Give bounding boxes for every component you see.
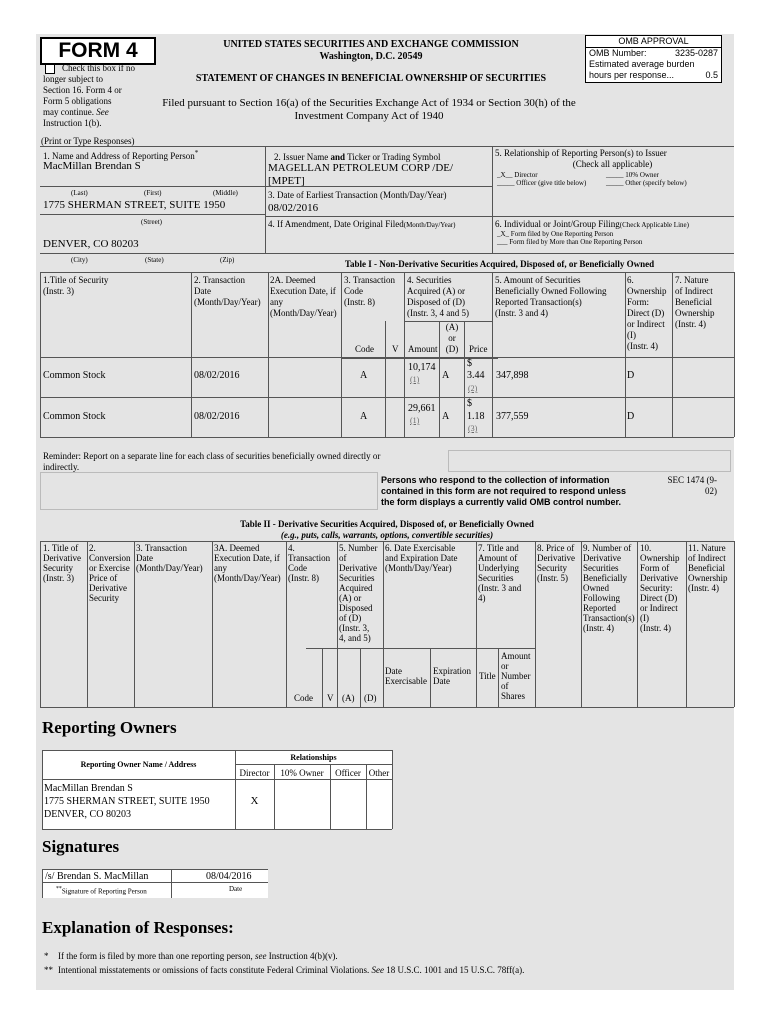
t2-h4-line: 4. bbox=[288, 543, 295, 553]
t2-h9-line: 9. Number of bbox=[583, 543, 632, 553]
t2-h10-line: (Instr. 4) bbox=[640, 623, 671, 633]
t2-h7 bbox=[478, 543, 521, 603]
t1-sub-aord-text: (A) bbox=[445, 322, 459, 332]
reporting-person-street: 1775 SHERMAN STREET, SUITE 1950 bbox=[43, 199, 226, 211]
box5-label: 5. Relationship of Reporting Person(s) to Issuer bbox=[495, 148, 667, 158]
t2-h4 bbox=[288, 543, 330, 583]
t1-h4-text: Acquired (A) or bbox=[407, 286, 465, 296]
reminder-line: indirectly. bbox=[43, 462, 80, 472]
statement-title: STATEMENT OF CHANGES IN BENEFICIAL OWNERSHIP OF SECURITIES bbox=[195, 73, 547, 84]
t2-h1-line: Derivative bbox=[43, 553, 81, 563]
t2-h2-line: Price of bbox=[89, 573, 118, 583]
t2-h5-line: of bbox=[339, 553, 347, 563]
t2-h2 bbox=[89, 543, 131, 603]
form-page bbox=[36, 34, 734, 990]
owner-line: DENVER, CO 80203 bbox=[44, 809, 131, 820]
filed-pursuant bbox=[154, 97, 584, 123]
box2-label bbox=[274, 152, 441, 162]
t2-h5-line: Disposed bbox=[339, 603, 373, 613]
t2-h7-line: (Instr. 3 and bbox=[478, 583, 522, 593]
box2-label-post: Ticker or Trading Symbol bbox=[347, 152, 441, 162]
col-owner-name: Reporting Owner Name / Address bbox=[80, 760, 197, 769]
t2-h9-line: Following bbox=[583, 593, 621, 603]
t2-h2-line: or Exercise bbox=[89, 563, 130, 573]
officer-checkbox[interactable]: _____ Officer (give title below) bbox=[497, 179, 587, 187]
t2-h3a-line: Execution Date, if bbox=[214, 553, 280, 563]
signature-date: 08/04/2016 bbox=[206, 871, 252, 882]
t1-h6-text: (I) bbox=[627, 330, 636, 340]
t1-sub-code: Code bbox=[355, 344, 374, 354]
t2-sub-date-exercisable bbox=[385, 666, 427, 686]
t1-h3-text: (Instr. 8) bbox=[344, 297, 375, 307]
t2-h5-line: of (D) bbox=[339, 613, 362, 623]
explanation-heading: Explanation of Responses: bbox=[42, 918, 234, 937]
note-2-text: Intentional misstatements or omissions of facts constitute Federal Criminal Violations. bbox=[58, 965, 370, 975]
t1-h5-text: Beneficially Owned Following bbox=[495, 286, 607, 296]
t1-h4 bbox=[407, 275, 469, 319]
t2-h6-line: (Month/Day/Year) bbox=[385, 563, 452, 573]
date-label: Date bbox=[229, 885, 243, 893]
t2-h6 bbox=[385, 543, 457, 573]
signatures-heading: Signatures bbox=[42, 837, 120, 856]
first-label: (First) bbox=[144, 189, 162, 197]
issuer-name-line: MAGELLAN PETROLEUM CORP /DE/ bbox=[268, 162, 454, 174]
earliest-transaction-date: 08/02/2016 bbox=[268, 202, 319, 214]
t2-h7-line: 4) bbox=[478, 593, 486, 603]
t2-h10-line: or Indirect bbox=[640, 603, 678, 613]
t2-h3a bbox=[214, 543, 281, 583]
table2-title bbox=[40, 519, 734, 541]
signature-label-star: ** bbox=[56, 886, 62, 892]
table1-title: Table I - Non-Derivative Securities Acquired, Disposed of, or Beneficially Owned bbox=[344, 259, 655, 269]
filed-pursuant-line: Filed pursuant to Section 16(a) of the Securities Exchange Act of 1934 or Section 30(h) of the bbox=[162, 97, 576, 109]
t2-sub-title: Title bbox=[479, 671, 496, 681]
t1-h2-text: (Month/Day/Year) bbox=[194, 297, 261, 307]
row-owned: 377,559 bbox=[496, 411, 529, 422]
t1-h1-text: (Instr. 3) bbox=[43, 286, 74, 296]
t2-h2-line: 2. bbox=[89, 543, 96, 553]
t2-sub-line: Expiration bbox=[433, 666, 471, 676]
issuer-ticker: [MPET] bbox=[268, 175, 305, 187]
omb-number: 3235-0287 bbox=[674, 48, 718, 58]
t1-sub-amount: Amount bbox=[408, 344, 438, 354]
t2-h10-line: 10. bbox=[640, 543, 652, 553]
row-price-symbol: $ bbox=[467, 398, 472, 409]
t2-sub-line: or bbox=[501, 661, 509, 671]
box2-label-pre: 2. Issuer Name bbox=[274, 152, 329, 162]
t1-h3-text: 3. Transaction bbox=[344, 275, 396, 285]
t2-h4-line: (Instr. 8) bbox=[288, 573, 319, 583]
t2-h1-line: Security bbox=[43, 563, 73, 573]
t2-h10 bbox=[640, 543, 680, 633]
persons-line: Persons who respond to the collection of information bbox=[381, 475, 610, 485]
t2-h11-line: of Indirect bbox=[688, 553, 726, 563]
t2-h8-line: Derivative bbox=[537, 553, 575, 563]
row-title: Common Stock bbox=[43, 411, 106, 422]
checkbox-text: Form 5 obligations bbox=[43, 96, 112, 106]
t1-h6-text: Ownership bbox=[627, 286, 667, 296]
t2-sub-expiration bbox=[433, 666, 471, 686]
note-2-mark: ** bbox=[44, 965, 53, 975]
t2-h10-line: Derivative bbox=[640, 573, 678, 583]
row-form: D bbox=[627, 411, 635, 422]
box1-label-star: * bbox=[194, 149, 199, 157]
row-price-footnote[interactable]: (3) bbox=[468, 424, 478, 433]
col-director: Director bbox=[239, 768, 270, 778]
box2-label-and: and bbox=[330, 152, 345, 162]
owner-line: MacMillan Brendan S bbox=[44, 783, 133, 794]
t2-sub-line: Number bbox=[501, 671, 531, 681]
t2-sub-line: of bbox=[501, 681, 509, 691]
t2-h5-line: Securities bbox=[339, 573, 375, 583]
row-code: A bbox=[360, 370, 368, 381]
persons-line: the form displays a currently valid OMB control number. bbox=[381, 497, 622, 507]
checkbox-text: may continue. bbox=[43, 107, 94, 117]
box6-label bbox=[495, 219, 689, 229]
row-price: 1.18 bbox=[467, 411, 485, 422]
t2-h9-line: Reported bbox=[583, 603, 616, 613]
checkbox-text-see: See bbox=[96, 107, 109, 117]
t2-h6-line: and Expiration Date bbox=[385, 553, 458, 563]
reporting-person-name: MacMillan Brendan S bbox=[43, 160, 141, 172]
box6-label-small: (Check Applicable Line) bbox=[619, 221, 689, 229]
t1-h4-text: (Instr. 3, 4 and 5) bbox=[407, 308, 469, 318]
box4-label-small: (Month/Day/Year) bbox=[403, 221, 456, 229]
t2-h11-line: Ownership bbox=[688, 573, 728, 583]
row-aord: A bbox=[442, 370, 450, 381]
t2-h9-line: Derivative bbox=[583, 553, 621, 563]
issuer-name bbox=[268, 162, 453, 188]
checkbox-instructions-cont bbox=[43, 74, 153, 129]
t1-h4-text: 4. Securities bbox=[407, 275, 452, 285]
agency-name: UNITED STATES SECURITIES AND EXCHANGE COMMISSION bbox=[223, 39, 519, 50]
t1-h6 bbox=[627, 275, 667, 352]
row-price-footnote[interactable]: (2) bbox=[468, 384, 478, 393]
t2-sub-line: Amount bbox=[501, 651, 531, 661]
agency-city: Washington, D.C. 20549 bbox=[319, 51, 423, 62]
state-label: (State) bbox=[145, 256, 164, 264]
row-code: A bbox=[360, 411, 368, 422]
t2-h3-line: (Month/Day/Year) bbox=[136, 563, 203, 573]
t2-h5-line: (A) or bbox=[339, 593, 362, 603]
t2-h11-line: 11. Nature bbox=[688, 543, 726, 553]
t2-h11 bbox=[688, 543, 728, 593]
row-title: Common Stock bbox=[43, 370, 106, 381]
t2-h3a-line: (Month/Day/Year) bbox=[214, 573, 281, 583]
t2-h4-line: Code bbox=[288, 563, 307, 573]
row-amount: 29,661 bbox=[408, 403, 436, 414]
other-checkbox[interactable]: _____ Other (specify below) bbox=[606, 179, 687, 187]
signer-name: /s/ Brendan S. MacMillan bbox=[45, 871, 149, 882]
group-filer-option[interactable]: ___ Form filed by More than One Reporting Person bbox=[497, 238, 643, 246]
t2-sub-line: Date bbox=[433, 676, 450, 686]
omb-title: OMB APPROVAL bbox=[586, 36, 721, 48]
t1-h2-text: 2. Transaction bbox=[194, 275, 246, 285]
signature-label-text: Signature of Reporting Person bbox=[61, 887, 147, 896]
reminder-text bbox=[43, 451, 423, 473]
print-type-note: (Print or Type Responses) bbox=[41, 136, 135, 146]
t1-h7-text: (Instr. 4) bbox=[675, 319, 706, 329]
t2-sub-line: Shares bbox=[501, 691, 525, 701]
t2-h11-line: Beneficial bbox=[688, 563, 725, 573]
reminder-line: Reminder: Report on a separate line for each class of securities beneficially owned directly or bbox=[43, 451, 381, 461]
t1-h6-text: or Indirect bbox=[627, 319, 665, 329]
note-1-mark: * bbox=[44, 951, 49, 961]
t1-h6-text: Form: bbox=[627, 297, 650, 307]
row-price: 3.44 bbox=[467, 370, 485, 381]
owner-line: 1775 SHERMAN STREET, SUITE 1950 bbox=[44, 796, 210, 807]
signature-label bbox=[56, 886, 147, 895]
single-filer-option[interactable]: _X_ Form filed by One Reporting Person bbox=[497, 230, 614, 238]
checkbox-text: Check this box if no bbox=[62, 63, 135, 73]
t2-h9-line: Beneficially bbox=[583, 573, 627, 583]
box1-label-text: 1. Name and Address of Reporting Person bbox=[43, 151, 195, 161]
t1-sub-v: V bbox=[392, 344, 399, 354]
owner10-checkbox[interactable]: _____ 10% Owner bbox=[606, 171, 659, 179]
omb-burden-label: Estimated average burden bbox=[589, 59, 695, 69]
t1-h7-text: Ownership bbox=[675, 308, 715, 318]
street-label: (Street) bbox=[141, 218, 162, 226]
reporting-person-city: DENVER, CO 80203 bbox=[43, 238, 139, 250]
reporting-owners-heading: Reporting Owners bbox=[42, 718, 177, 737]
note-1-see: see bbox=[254, 951, 267, 961]
t2-h9 bbox=[583, 543, 635, 633]
t2-h7-line: 7. Title and bbox=[478, 543, 519, 553]
sec-number-line: 02) bbox=[705, 486, 717, 496]
t2-h9-line: Owned bbox=[583, 583, 609, 593]
t1-sub-aord-text: (D) bbox=[445, 344, 459, 354]
t1-h7-text: 7. Nature bbox=[675, 275, 709, 285]
sec-number bbox=[662, 475, 717, 497]
t2-sub-a: (A) bbox=[342, 693, 355, 703]
t1-h7 bbox=[675, 275, 715, 330]
persons-line: contained in this form are not required to respond unless bbox=[381, 486, 627, 496]
checkbox-text: Section 16. Form 4 or bbox=[43, 85, 122, 95]
t2-h3-line: 3. Transaction bbox=[136, 543, 188, 553]
t2-h8-line: (Instr. 5) bbox=[537, 573, 568, 583]
t2-h2-line: Conversion bbox=[89, 553, 131, 563]
t1-h2a-text: (Month/Day/Year) bbox=[270, 308, 337, 318]
t2-h2-line: Security bbox=[89, 593, 119, 603]
row-form: D bbox=[627, 370, 635, 381]
row-date: 08/02/2016 bbox=[194, 370, 240, 381]
t2-h10-line: Ownership bbox=[640, 553, 680, 563]
t2-h9-line: Securities bbox=[583, 563, 619, 573]
t1-h7-text: Beneficial bbox=[675, 297, 712, 307]
zip-label: (Zip) bbox=[220, 256, 235, 264]
t2-sub-d: (D) bbox=[364, 693, 377, 703]
omb-burden-label-2: hours per response... bbox=[589, 70, 675, 80]
t2-h3 bbox=[136, 543, 203, 573]
t2-h5 bbox=[339, 543, 378, 643]
city-label: (City) bbox=[71, 256, 88, 264]
t2-h2-line: Derivative bbox=[89, 583, 127, 593]
note-2-see: See bbox=[371, 965, 384, 975]
row-amount: 10,174 bbox=[408, 362, 436, 373]
t1-h2 bbox=[194, 275, 261, 308]
t2-h10-line: Form of bbox=[640, 563, 670, 573]
note-1-text: If the form is filed by more than one reporting person, bbox=[58, 951, 253, 961]
t2-h10-line: (I) bbox=[640, 613, 649, 623]
t2-h8-line: Security bbox=[537, 563, 567, 573]
t1-h2-text: Date bbox=[194, 286, 211, 296]
t1-h1 bbox=[43, 275, 108, 297]
director-mark: X bbox=[250, 795, 259, 807]
t2-h3a-line: any bbox=[214, 563, 227, 573]
t1-sub-aord bbox=[440, 322, 464, 355]
omb-approval-box bbox=[585, 35, 722, 83]
persons-notice bbox=[381, 475, 626, 508]
t1-h2a-text: any bbox=[270, 297, 283, 307]
middle-label: (Middle) bbox=[213, 189, 238, 197]
t2-h3a-line: 3A. Deemed bbox=[214, 543, 260, 553]
t2-h5-line: 4, and 5) bbox=[339, 633, 371, 643]
sec-number-line: SEC 1474 (9- bbox=[667, 475, 717, 485]
t2-h6-line: 6. Date Exercisable bbox=[385, 543, 456, 553]
persons-blank-box bbox=[40, 472, 378, 510]
t2-h5-line: Acquired bbox=[339, 583, 373, 593]
explanation-note-1 bbox=[44, 951, 338, 961]
t1-h2a-text: 2A. Deemed bbox=[270, 275, 316, 285]
t2-sub-amount bbox=[501, 651, 531, 701]
t1-h4-text: Disposed of (D) bbox=[407, 297, 465, 307]
col-other: Other bbox=[368, 768, 390, 778]
t2-h8-line: 8. Price of bbox=[537, 543, 575, 553]
table2-subtitle: (e.g., puts, calls, warrants, options, convertible securities) bbox=[280, 530, 494, 540]
t1-h5-text: Reported Transaction(s) bbox=[495, 297, 582, 307]
section16-checkbox[interactable] bbox=[45, 64, 55, 74]
t2-h5-line: Derivative bbox=[339, 563, 377, 573]
t2-h7-line: Amount of bbox=[478, 553, 518, 563]
row-date: 08/02/2016 bbox=[194, 411, 240, 422]
box4-label-text: 4. If Amendment, Date Original Filed bbox=[268, 219, 404, 229]
t1-h6-text: 6. bbox=[627, 275, 634, 285]
row-owned: 347,898 bbox=[496, 370, 529, 381]
t2-sub-line: Date bbox=[385, 666, 402, 676]
t2-h8 bbox=[537, 543, 575, 583]
t2-h9-line: Transaction(s) bbox=[583, 613, 635, 623]
omb-burden-value: 0.5 bbox=[705, 70, 718, 80]
note-2-text: 18 U.S.C. 1001 and 15 U.S.C. 78ff(a). bbox=[386, 965, 525, 975]
t1-h7-text: of Indirect bbox=[675, 286, 713, 296]
col-relationships: Relationships bbox=[290, 753, 337, 762]
t1-h2a bbox=[270, 275, 337, 319]
t2-h10-line: Security: bbox=[640, 583, 673, 593]
t1-sub-aord-text: or bbox=[448, 333, 456, 343]
checkbox-instructions bbox=[62, 63, 135, 74]
t2-sub-v: V bbox=[327, 693, 334, 703]
t2-h4-line: Transaction bbox=[288, 553, 331, 563]
director-checkbox[interactable]: _X__ Director bbox=[497, 171, 538, 179]
t2-h7-line: Underlying bbox=[478, 563, 519, 573]
t2-h1-line: 1. Title of bbox=[43, 543, 79, 553]
t2-sub-code: Code bbox=[294, 693, 313, 703]
t1-h6-text: Direct (D) bbox=[627, 308, 665, 318]
box4-label bbox=[268, 219, 456, 229]
t2-h11-line: (Instr. 4) bbox=[688, 583, 719, 593]
explanation-note-2 bbox=[44, 965, 524, 975]
t2-h9-line: (Instr. 4) bbox=[583, 623, 614, 633]
t2-h5-line: 5. Number bbox=[339, 543, 378, 553]
t2-h10-line: Direct (D) bbox=[640, 593, 678, 603]
t2-h7-line: Securities bbox=[478, 573, 514, 583]
reminder-blank-box bbox=[448, 450, 731, 472]
t2-h3-line: Date bbox=[136, 553, 153, 563]
table2-title-line: Table II - Derivative Securities Acquired, Disposed of, or Beneficially Owned bbox=[240, 519, 534, 529]
omb-number-label: OMB Number: bbox=[589, 48, 647, 58]
row-aord: A bbox=[442, 411, 450, 422]
t2-h5-line: (Instr. 3, bbox=[339, 623, 370, 633]
form-title: FORM 4 bbox=[40, 37, 156, 65]
t1-h3-text: Code bbox=[344, 286, 363, 296]
row-amount-footnote[interactable]: (1) bbox=[410, 416, 420, 425]
checkbox-text: longer subject to bbox=[43, 74, 103, 84]
col-10-owner: 10% Owner bbox=[280, 768, 324, 778]
box3-label: 3. Date of Earliest Transaction (Month/Day/Year) bbox=[268, 190, 447, 200]
t2-h1-line: (Instr. 3) bbox=[43, 573, 74, 583]
t2-h1 bbox=[43, 543, 81, 583]
t1-h1-text: 1.Title of Security bbox=[43, 275, 109, 285]
t2-sub-line: Exercisable bbox=[385, 676, 427, 686]
row-amount-footnote[interactable]: (1) bbox=[410, 375, 420, 384]
checkbox-text: Instruction 1(b). bbox=[43, 118, 102, 128]
note-1-text: Instruction 4(b)(v). bbox=[268, 951, 338, 961]
t1-h5 bbox=[495, 275, 606, 319]
t1-h3 bbox=[344, 275, 395, 308]
row-price-symbol: $ bbox=[467, 358, 472, 369]
box5-label-2: (Check all applicable) bbox=[572, 159, 653, 169]
owner-address bbox=[44, 782, 210, 821]
last-label: (Last) bbox=[71, 189, 88, 197]
t1-h5-text: (Instr. 3 and 4) bbox=[495, 308, 548, 318]
t1-h2a-text: Execution Date, if bbox=[270, 286, 336, 296]
col-officer: Officer bbox=[335, 768, 361, 778]
t1-h6-text: (Instr. 4) bbox=[627, 341, 658, 351]
filed-pursuant-line: Investment Company Act of 1940 bbox=[294, 110, 444, 122]
t1-h5-text: 5. Amount of Securities bbox=[495, 275, 581, 285]
box6-label-text: 6. Individual or Joint/Group Filing bbox=[495, 219, 620, 229]
t1-sub-price: Price bbox=[469, 344, 488, 354]
